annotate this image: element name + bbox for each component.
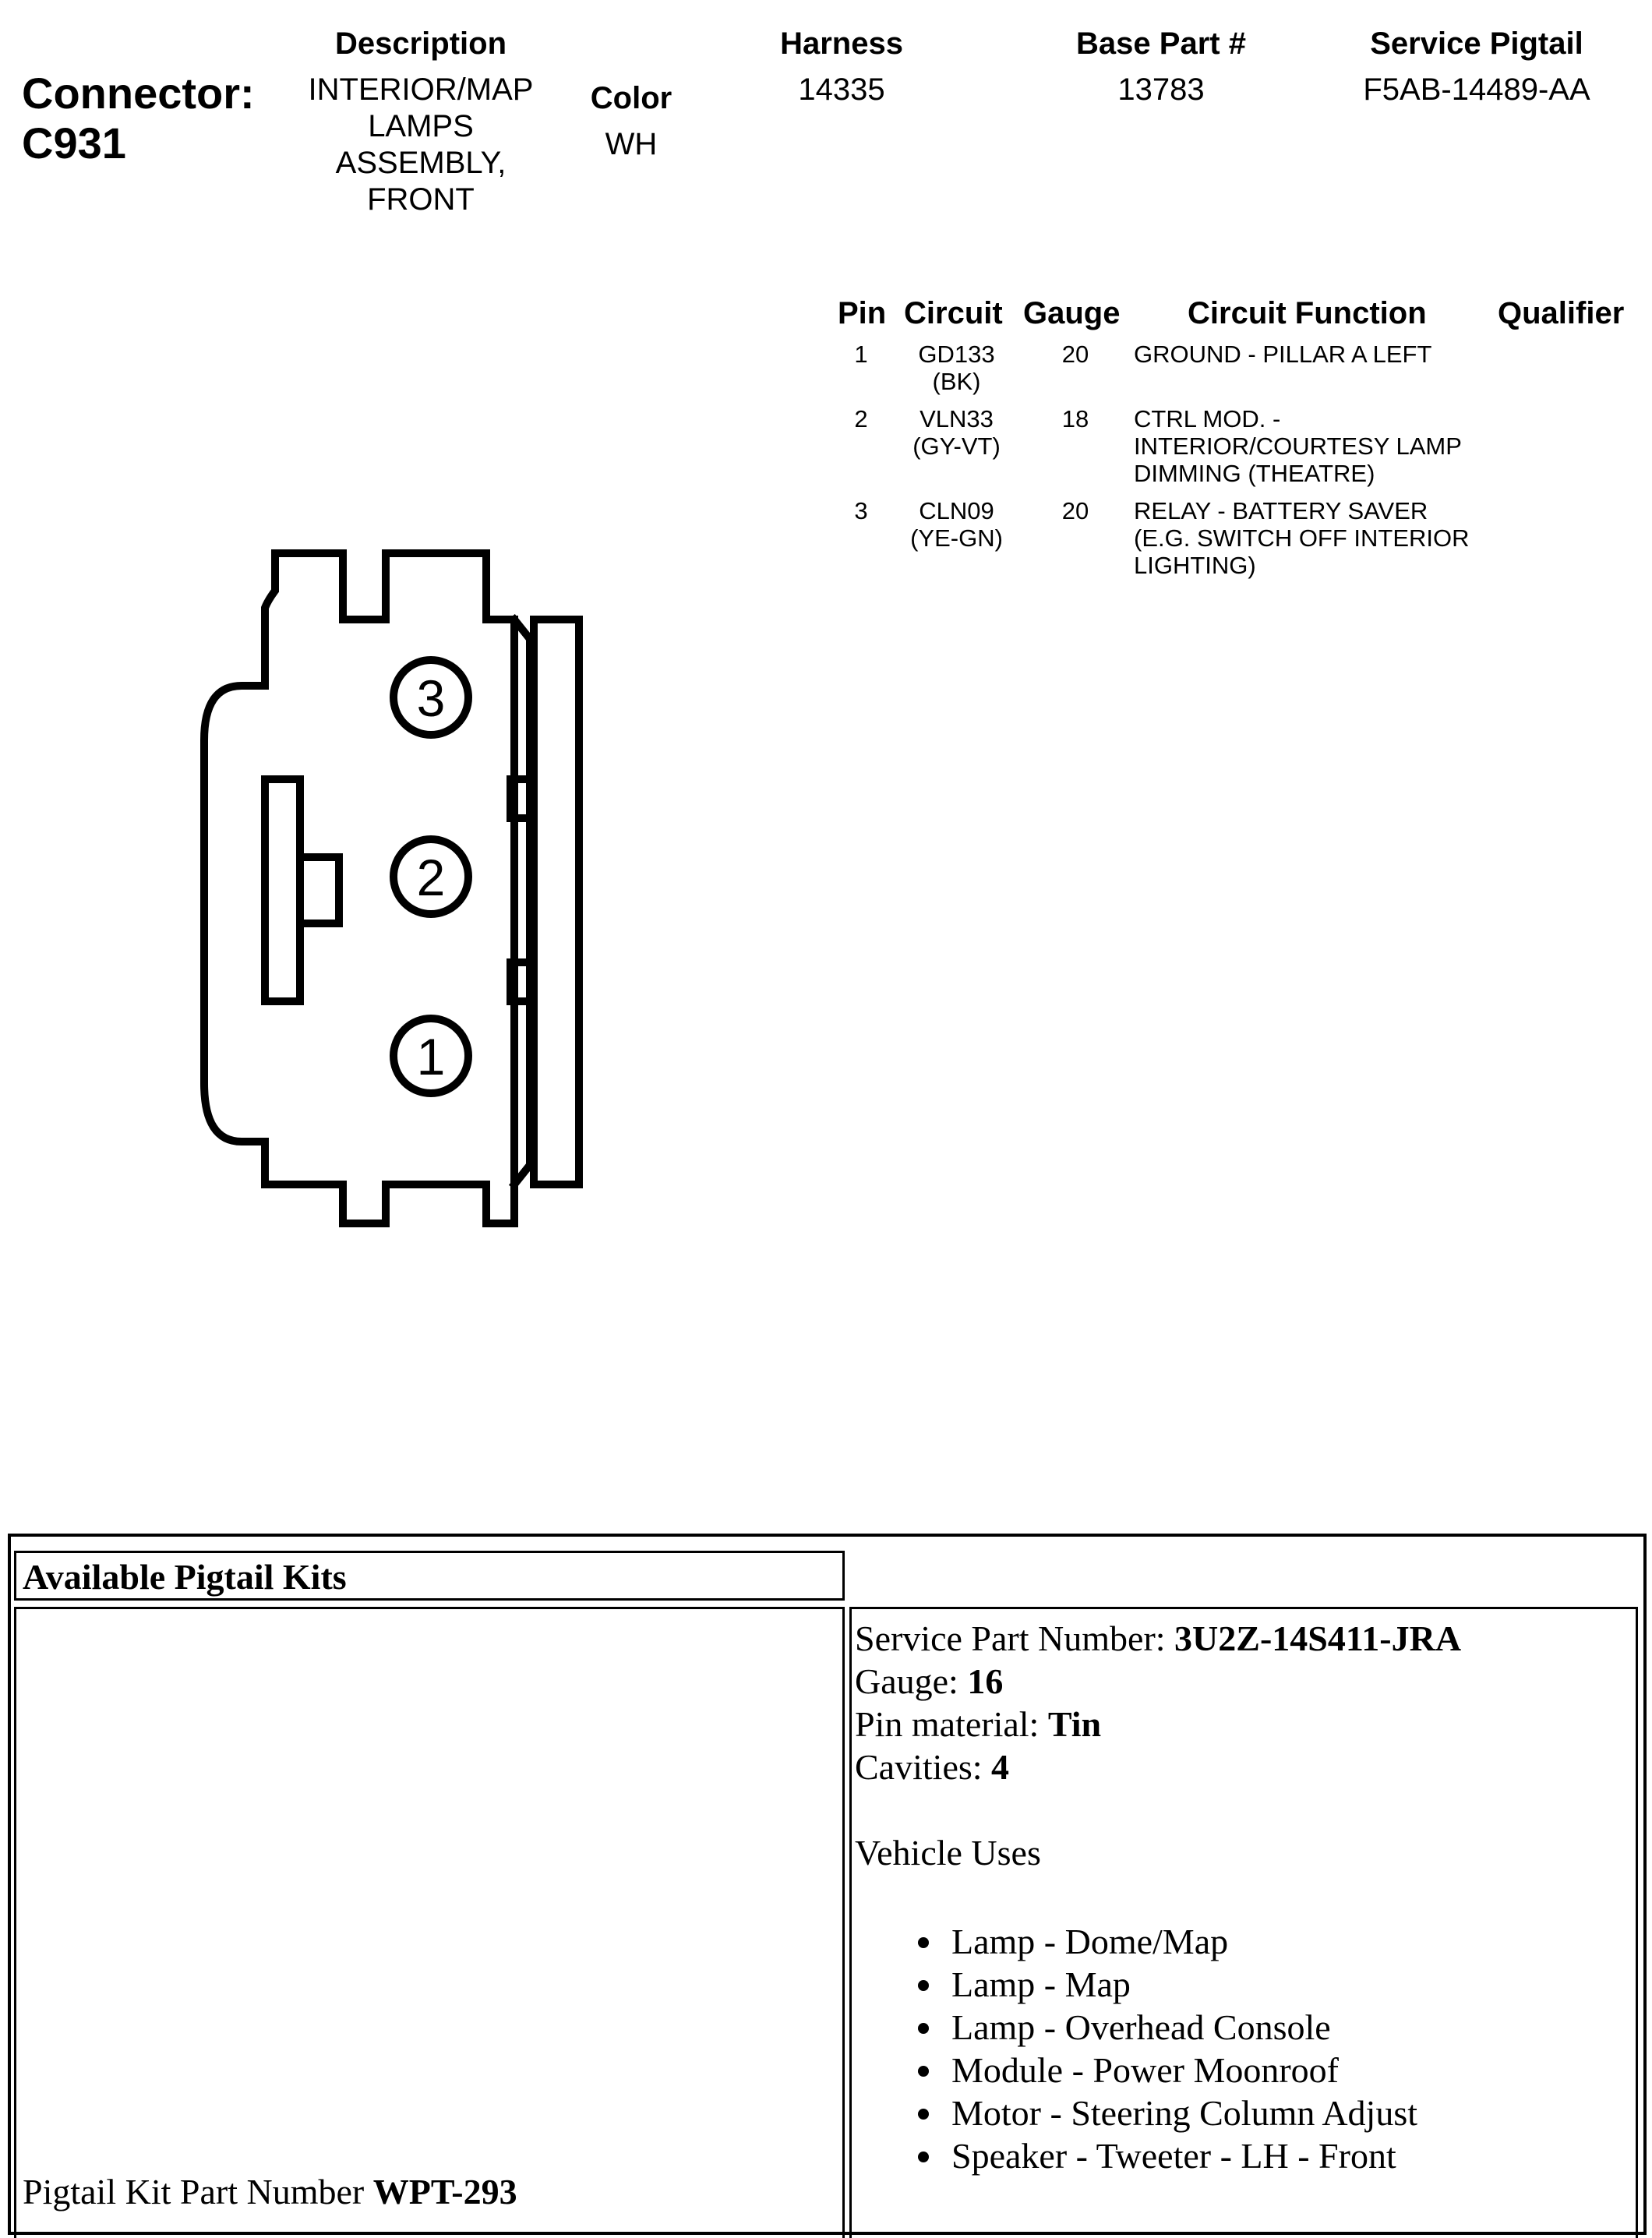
- connector-latch-tab-upper: [510, 779, 530, 818]
- pin-3-label: 3: [416, 669, 446, 727]
- function-line: (E.G. SWITCH OFF INTERIOR: [1134, 524, 1470, 552]
- circuit-color: (BK): [932, 368, 981, 395]
- service-part-value: 3U2Z-14S411-JRA: [1174, 1618, 1462, 1658]
- connector-key-stem: [265, 779, 300, 1001]
- connector-id: C931: [22, 118, 126, 168]
- kit-number: WPT-293: [372, 2172, 517, 2212]
- pin-circuit: [904, 341, 1009, 395]
- connector-latch-plate: [534, 620, 579, 1184]
- pin-number: 2: [854, 405, 868, 432]
- circuit-color: (GY-VT): [912, 432, 1001, 460]
- vehicle-use-item: Lamp - Overhead Console: [951, 2006, 1461, 2049]
- vehicle-use-item: Lamp - Map: [951, 1963, 1461, 2006]
- function-line: CTRL MOD. -: [1134, 405, 1281, 432]
- service-part-label: Service Part Number:: [855, 1618, 1166, 1658]
- pin-gauge: 18: [1061, 405, 1089, 432]
- circuit-code: GD133: [918, 341, 995, 368]
- color-value: WH: [605, 127, 658, 161]
- service-part-row: [855, 1617, 1461, 1660]
- pin-number: 3: [854, 497, 868, 524]
- pin-material-row: [855, 1703, 1461, 1746]
- vehicle-use-item: Module - Power Moonroof: [951, 2049, 1461, 2092]
- gauge-column-header: Gauge: [1023, 296, 1121, 330]
- harness-header: Harness: [780, 26, 903, 61]
- bullet-icon: [918, 2152, 929, 2162]
- vehicle-use-item: Speaker - Tweeter - LH - Front: [951, 2134, 1461, 2177]
- cavities-value: 4: [991, 1747, 1010, 1787]
- vehicle-use-item: Motor - Steering Column Adjust: [951, 2092, 1461, 2134]
- bullet-icon: [918, 1937, 929, 1948]
- kit-label: Pigtail Kit Part Number: [23, 2172, 365, 2212]
- gauge-row: [855, 1660, 1461, 1703]
- description-line: ASSEMBLY,: [335, 146, 507, 180]
- vehicle-use-item: Lamp - Dome/Map: [951, 1920, 1461, 1963]
- pin-function: [1134, 341, 1508, 368]
- pigtail-title: Available Pigtail Kits: [23, 1557, 347, 1597]
- circuit-color: (YE-GN): [910, 524, 1003, 552]
- service-pigtail-header: Service Pigtail: [1370, 26, 1583, 61]
- pin-1-label: 1: [416, 1028, 446, 1085]
- circuit-code: VLN33: [920, 405, 994, 432]
- pin-material-value: Tin: [1047, 1704, 1102, 1744]
- function-line: RELAY - BATTERY SAVER: [1134, 497, 1428, 524]
- qualifier-column-header: Qualifier: [1498, 296, 1625, 330]
- pigtail-left-cell: [14, 1607, 845, 2238]
- base-part-header: Base Part #: [1076, 26, 1246, 61]
- pigtail-kit-part: [23, 2170, 517, 2213]
- description-line: LAMPS: [368, 109, 474, 143]
- connector-diagram: [187, 538, 592, 1239]
- description-value: [288, 72, 553, 218]
- pin-material-label: Pin material:: [855, 1704, 1040, 1744]
- description-line: FRONT: [367, 182, 475, 217]
- description-line: INTERIOR/MAP: [308, 72, 534, 107]
- pin-number: 1: [854, 341, 868, 368]
- pin-function: [1134, 405, 1508, 487]
- vehicle-uses-label: Vehicle Uses: [855, 1833, 1041, 1873]
- bullet-icon: [918, 2023, 929, 2034]
- cavities-label: Cavities:: [855, 1747, 983, 1787]
- function-line: LIGHTING): [1134, 552, 1256, 579]
- pin-gauge: 20: [1061, 341, 1089, 368]
- pin-gauge: 20: [1061, 497, 1089, 524]
- function-column-header: Circuit Function: [1188, 296, 1427, 330]
- bullet-icon: [918, 2109, 929, 2120]
- pigtail-right-cell: [849, 1607, 1638, 2238]
- pin-circuit: [904, 497, 1009, 552]
- harness-value: 14335: [798, 72, 885, 107]
- function-line: GROUND - PILLAR A LEFT: [1134, 341, 1432, 368]
- vehicle-uses-list: [951, 1920, 1461, 2177]
- pigtail-details: [855, 1617, 1461, 2177]
- pin-circuit: [904, 405, 1009, 460]
- gauge-value: 16: [967, 1661, 1004, 1701]
- bullet-icon: [918, 2066, 929, 2077]
- base-part-value: 13783: [1117, 72, 1205, 107]
- color-header: Color: [590, 81, 672, 115]
- cavities-row: [855, 1746, 1461, 1788]
- pin-column-header: Pin: [838, 296, 887, 330]
- connector-latch-tab-lower: [510, 962, 530, 1001]
- pigtail-title-cell: [14, 1551, 845, 1601]
- connector-key-tab: [300, 857, 339, 923]
- function-line: DIMMING (THEATRE): [1134, 460, 1375, 487]
- pin-function: [1134, 497, 1508, 579]
- description-header: Description: [334, 26, 507, 61]
- service-pigtail-value: F5AB-14489-AA: [1363, 72, 1590, 107]
- pin-2-label: 2: [416, 849, 446, 906]
- circuit-column-header: Circuit: [904, 296, 1003, 330]
- connector-label: Connector:: [22, 69, 255, 118]
- circuit-code: CLN09: [919, 497, 994, 524]
- connector-title: [22, 69, 255, 168]
- gauge-label: Gauge:: [855, 1661, 958, 1701]
- bullet-icon: [918, 1980, 929, 1991]
- function-line: INTERIOR/COURTESY LAMP: [1134, 432, 1462, 460]
